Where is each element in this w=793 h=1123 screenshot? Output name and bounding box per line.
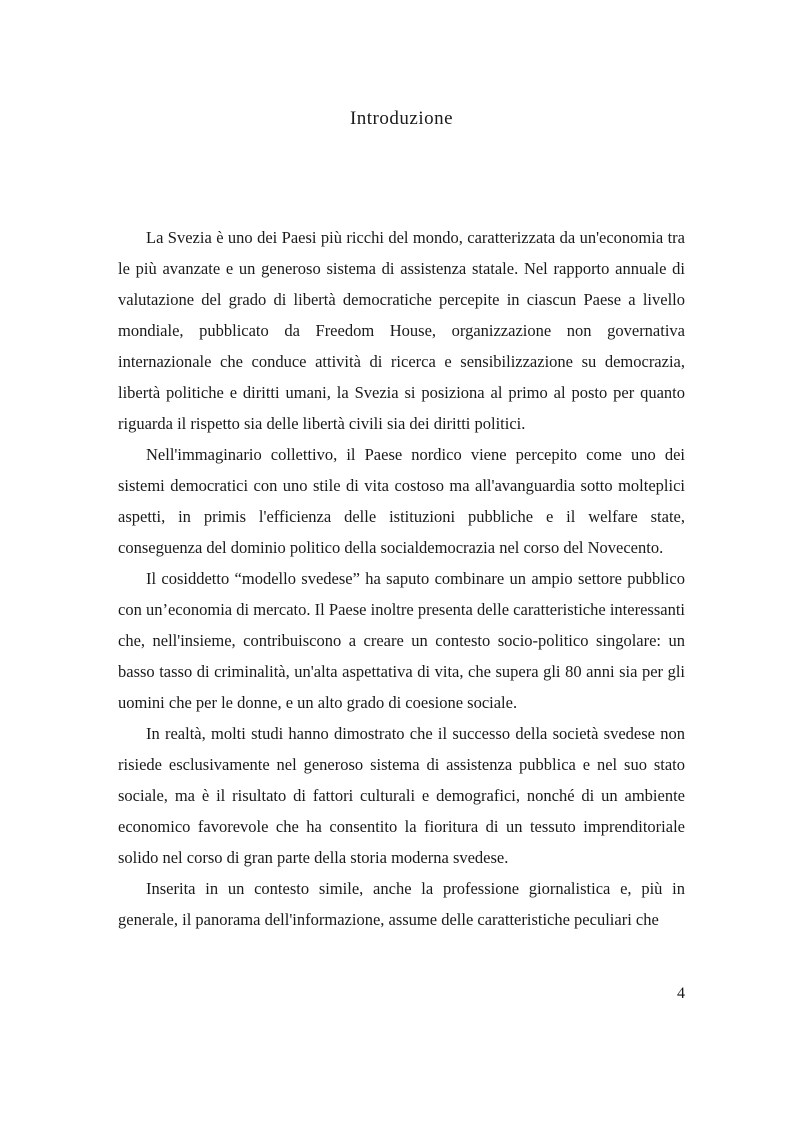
paragraph-5: Inserita in un contesto simile, anche la professione giornalistica e, più in generale, il panorama dell'informazione, assume delle caratteristiche peculiari che <box>118 879 685 929</box>
paragraph-1: La Svezia è uno dei Paesi più ricchi del mondo, caratterizzata da un'economia tra le più avanzate e un generoso sistema di assistenza statale. Nel rapporto annuale di valutazione del grado di libertà democratiche percepite in ciascun Paese a livello mondiale, pubblicato da Freedom House, organizzazione non governativa internazionale che conduce attività di ricerca e sensibilizzazione su democrazia, libertà politiche e diritti umani, la Svezia si posiziona al primo al posto per quanto riguarda il rispetto sia delle libertà civili sia dei diritti politici. <box>118 228 685 433</box>
page-number: 4 <box>677 985 685 1002</box>
document-body <box>118 222 685 935</box>
page-title: Introduzione <box>349 108 454 129</box>
paragraph-3: Il cosiddetto “modello svedese” ha saputo combinare un ampio settore pubblico con un’economia di mercato. Il Paese inoltre presenta delle caratteristiche interessanti che, nell'insieme, contribuiscono a creare un contesto socio-politico singolare: un basso tasso di criminalità, un'alta aspettativa di vita, che supera gli 80 anni sia per gli uomini che per le donne, e un alto grado di coesione sociale. <box>118 569 685 712</box>
paragraph-2: Nell'immaginario collettivo, il Paese nordico viene percepito come uno dei sistemi democratici con uno stile di vita costoso ma all'avanguardia sotto molteplici aspetti, in primis l'efficienza delle istituzioni pubbliche e il welfare state, conseguenza del dominio politico della socialdemocrazia nel corso del Novecento. <box>118 445 685 557</box>
paragraph-4: In realtà, molti studi hanno dimostrato che il successo della società svedese non risiede esclusivamente nel generoso sistema di assistenza pubblica e nel suo stato sociale, ma è il risultato di fattori culturali e demografici, nonché di un ambiente economico favorevole che ha consentito la fioritura di un tessuto imprenditoriale solido nel corso di gran parte della storia moderna svedese. <box>118 724 685 867</box>
